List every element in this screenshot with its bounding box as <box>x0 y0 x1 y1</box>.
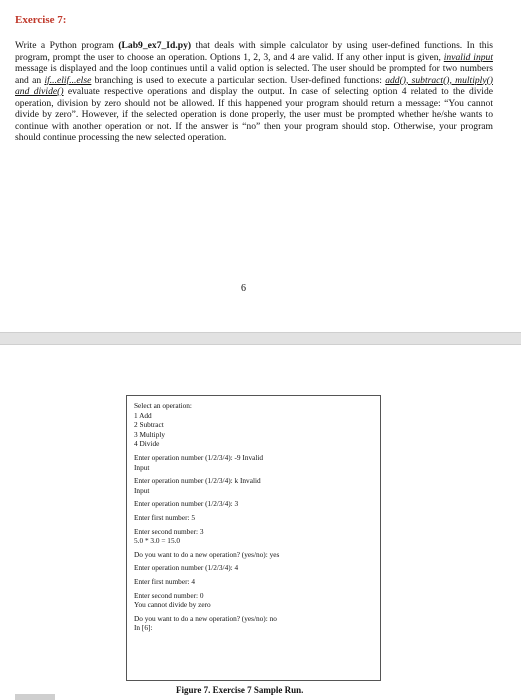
console-line: Enter first number: 5 <box>134 512 195 522</box>
page-number: 6 <box>241 283 246 294</box>
console-line: Enter operation number (1/2/3/4): 4 <box>134 563 239 573</box>
invalid-input-term: invalid input <box>443 51 493 63</box>
console-line: 2 Subtract <box>134 420 164 430</box>
console-line: Enter second number: 3 <box>134 526 204 536</box>
console-line: Enter operation number (1/2/3/4): -9 Invalid <box>134 452 264 462</box>
console-line: Input <box>134 485 150 495</box>
filename: (Lab9_ex7_Id.py) <box>118 40 192 51</box>
console-line: Enter operation number (1/2/3/4): 3 <box>134 499 239 509</box>
console-line: In [6]: <box>134 623 153 633</box>
console-line: Do you want to do a new operation? (yes/no): yes <box>134 549 280 559</box>
function-names: add(), subtract(), multiply() and divide() <box>15 74 493 97</box>
console-line: 5.0 * 3.0 = 15.0 <box>134 536 181 546</box>
console-line: Enter second number: 0 <box>134 590 204 600</box>
console-line: Do you want to do a new operation? (yes/no): no <box>134 613 277 623</box>
exercise-heading: Exercise 7: <box>15 14 67 26</box>
console-line: Select an operation: <box>134 401 192 410</box>
console-line: Enter operation number (1/2/3/4): k Invalid <box>134 476 261 486</box>
figure-caption: Figure 7. Exercise 7 Sample Run. <box>176 685 304 695</box>
partial-next-line <box>15 694 55 700</box>
para-text-4: branching is used to execute a particular section. User-defined functions: <box>91 74 386 86</box>
para-text-1: Write a Python program <box>15 40 119 51</box>
console-line: 1 Add <box>134 410 152 420</box>
sample-run-console <box>126 395 381 681</box>
page-divider <box>0 332 521 345</box>
para-text-5: evaluate respective operations and display the output. In case of selecting option 4 related to the divide operation, division by zero should not be allowed. If this happened your program should return a message: “You cannot divide by zero”. However, if the selected operation is done properly, the user must be prompted whether he/she wants to continue with another operation or not. If the answer is “no” then your program should stop. Otherwise, your program should continue processing the new selected operation. <box>15 86 494 143</box>
console-line: 3 Multiply <box>134 429 166 439</box>
para-text-3: message is displayed and the loop continues until a valid option is selected. The user should be prompted for two numbers and an <box>15 63 493 86</box>
console-line: 4 Divide <box>134 439 160 449</box>
console-line: You cannot divide by zero <box>134 600 211 610</box>
if-elif-else-term: if...elif...else <box>44 74 92 86</box>
console-line: Enter first number: 4 <box>134 576 195 586</box>
console-line: Input <box>134 462 150 472</box>
exercise-description <box>15 40 493 144</box>
para-text-2: that deals with simple calculator by using user-defined functions. In this program, prompt the user to choose an operation. Options 1, 2, 3, and 4 are valid. If any other input is given, <box>15 40 494 63</box>
